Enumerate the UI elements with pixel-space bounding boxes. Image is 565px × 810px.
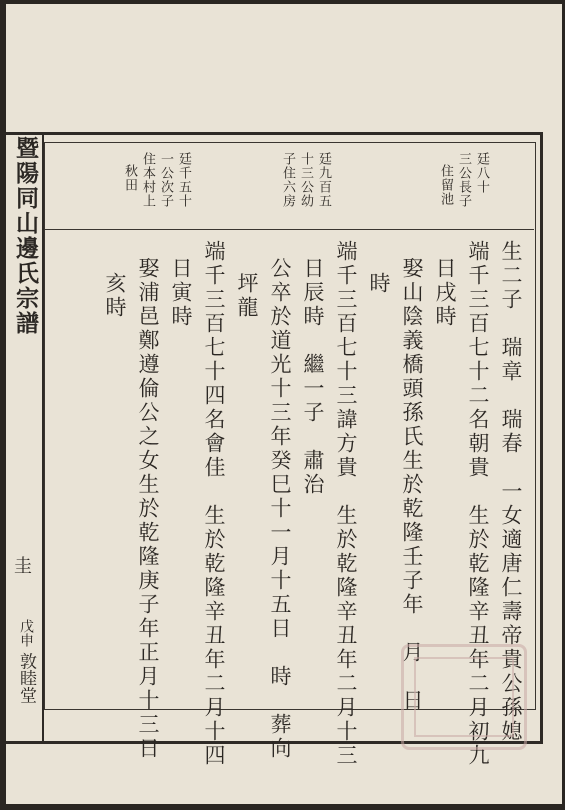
genealogy-page <box>6 4 562 804</box>
note-10: 秋田 <box>122 164 137 192</box>
body-column-13: 亥時 <box>103 272 127 320</box>
body-column-12: 娶浦邑鄭遵倫公之女生於乾隆庚子年正月十三日 <box>136 257 160 761</box>
body-column-3: 日戌時 <box>433 257 457 329</box>
book-title: 暨陽同山邊氏宗譜 <box>12 136 39 336</box>
note-9: 住本村上 <box>140 152 155 208</box>
note-2: 三公長子 <box>456 152 471 208</box>
note-1: 廷八十 <box>474 152 489 194</box>
body-column-8: 公卒於道光十三年癸巳十一月十五日 時 葬向 <box>268 257 292 761</box>
body-column-1: 生二子 瑞章 瑞春 一女適唐仁壽帝貴公孫媳 <box>499 240 523 744</box>
register-divider <box>44 229 534 230</box>
note-7: 廷千五十 <box>176 152 191 208</box>
note-8: 一公次子 <box>158 152 173 208</box>
body-column-2: 端千三百七十二名朝貴 生於乾隆辛丑年二月初九 <box>466 240 490 768</box>
body-column-11: 日寅時 <box>169 257 193 329</box>
hall-name <box>14 619 38 703</box>
edition-year: 戊申 <box>18 619 34 647</box>
bleed-through-text <box>511 14 535 134</box>
note-6: 子住六房 <box>280 152 295 208</box>
body-column-4: 娶山陰義橋頭孫氏生於乾隆壬子年 月 日 <box>400 257 424 713</box>
body-column-7: 日辰時 繼一子 肅治 <box>301 257 325 497</box>
hall-label: 敦睦堂 <box>16 652 36 704</box>
note-4: 廷九百五 <box>316 152 331 208</box>
body-column-9: 坪龍 <box>235 272 259 320</box>
body-column-6: 端千三百七十三諱方貴 生於乾隆辛丑年二月十三 <box>334 240 358 768</box>
collector-seal <box>401 644 527 750</box>
note-3: 住留池 <box>438 164 453 206</box>
page-number: 圭 <box>14 556 32 577</box>
body-column-10: 端千三百七十四名會佳 生於乾隆辛丑年二月十四 <box>202 240 226 768</box>
note-5: 十三公幼 <box>298 152 313 208</box>
body-column-5: 時 <box>367 272 391 296</box>
